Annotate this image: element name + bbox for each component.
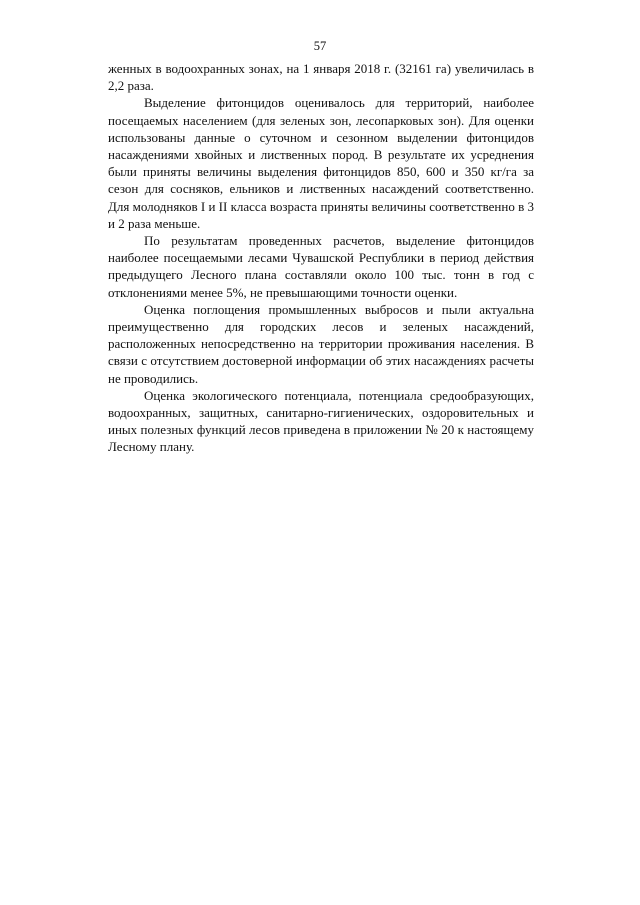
paragraph-continuation: женных в водоохранных зонах, на 1 января 2018 г. (32161 га) увеличилась в 2,2 раза. [108,61,534,94]
paragraph-emissions-absorption: Оценка поглощения промышленных выбросов и пыли актуальна преимущественно для городских лесов и зеленых насаждений, расположенных непосредственно на территории проживания населения. В связи с отсутствием достоверной информации об этих насаждениях расчеты не проводились. [108,301,534,386]
paragraph-ecological-potential: Оценка экологического потенциала, потенциала средообразующих, водоохранных, защитных, санитарно-гигиенических, оздоровительных и иных полезных функций лесов приведена в приложении № 20 к настоящему Лесному плану. [108,387,534,455]
paragraph-calculation-results: По результатам проведенных расчетов, выделение фитонцидов наиболее посещаемыми лесами Чувашской Республики в период действия предыдущего Лесного плана составляли около 100 тыс. тонн в год с отклонениями менее 5%, не превышающими точности оценки. [108,233,534,300]
text-body [108,60,534,456]
paragraph-phytoncides: Выделение фитонцидов оценивалось для территорий, наиболее посещаемых населением (для зеленых зон, лесопарковых зон). Для оценки использованы данные о суточном и сезонном выделении фитонцидов насаждениями хвойных и лиственных пород. В результате их усреднения были приняты величины выделения фитонцидов 850, 600 и 350 кг/га за сезон для сосняков, ельников и лиственных насаждений соответственно. Для молодняков I и II класса возраста приняты величины соответственно в 3 и 2 раза меньше. [108,95,534,231]
page-number: 57 [313,39,327,53]
